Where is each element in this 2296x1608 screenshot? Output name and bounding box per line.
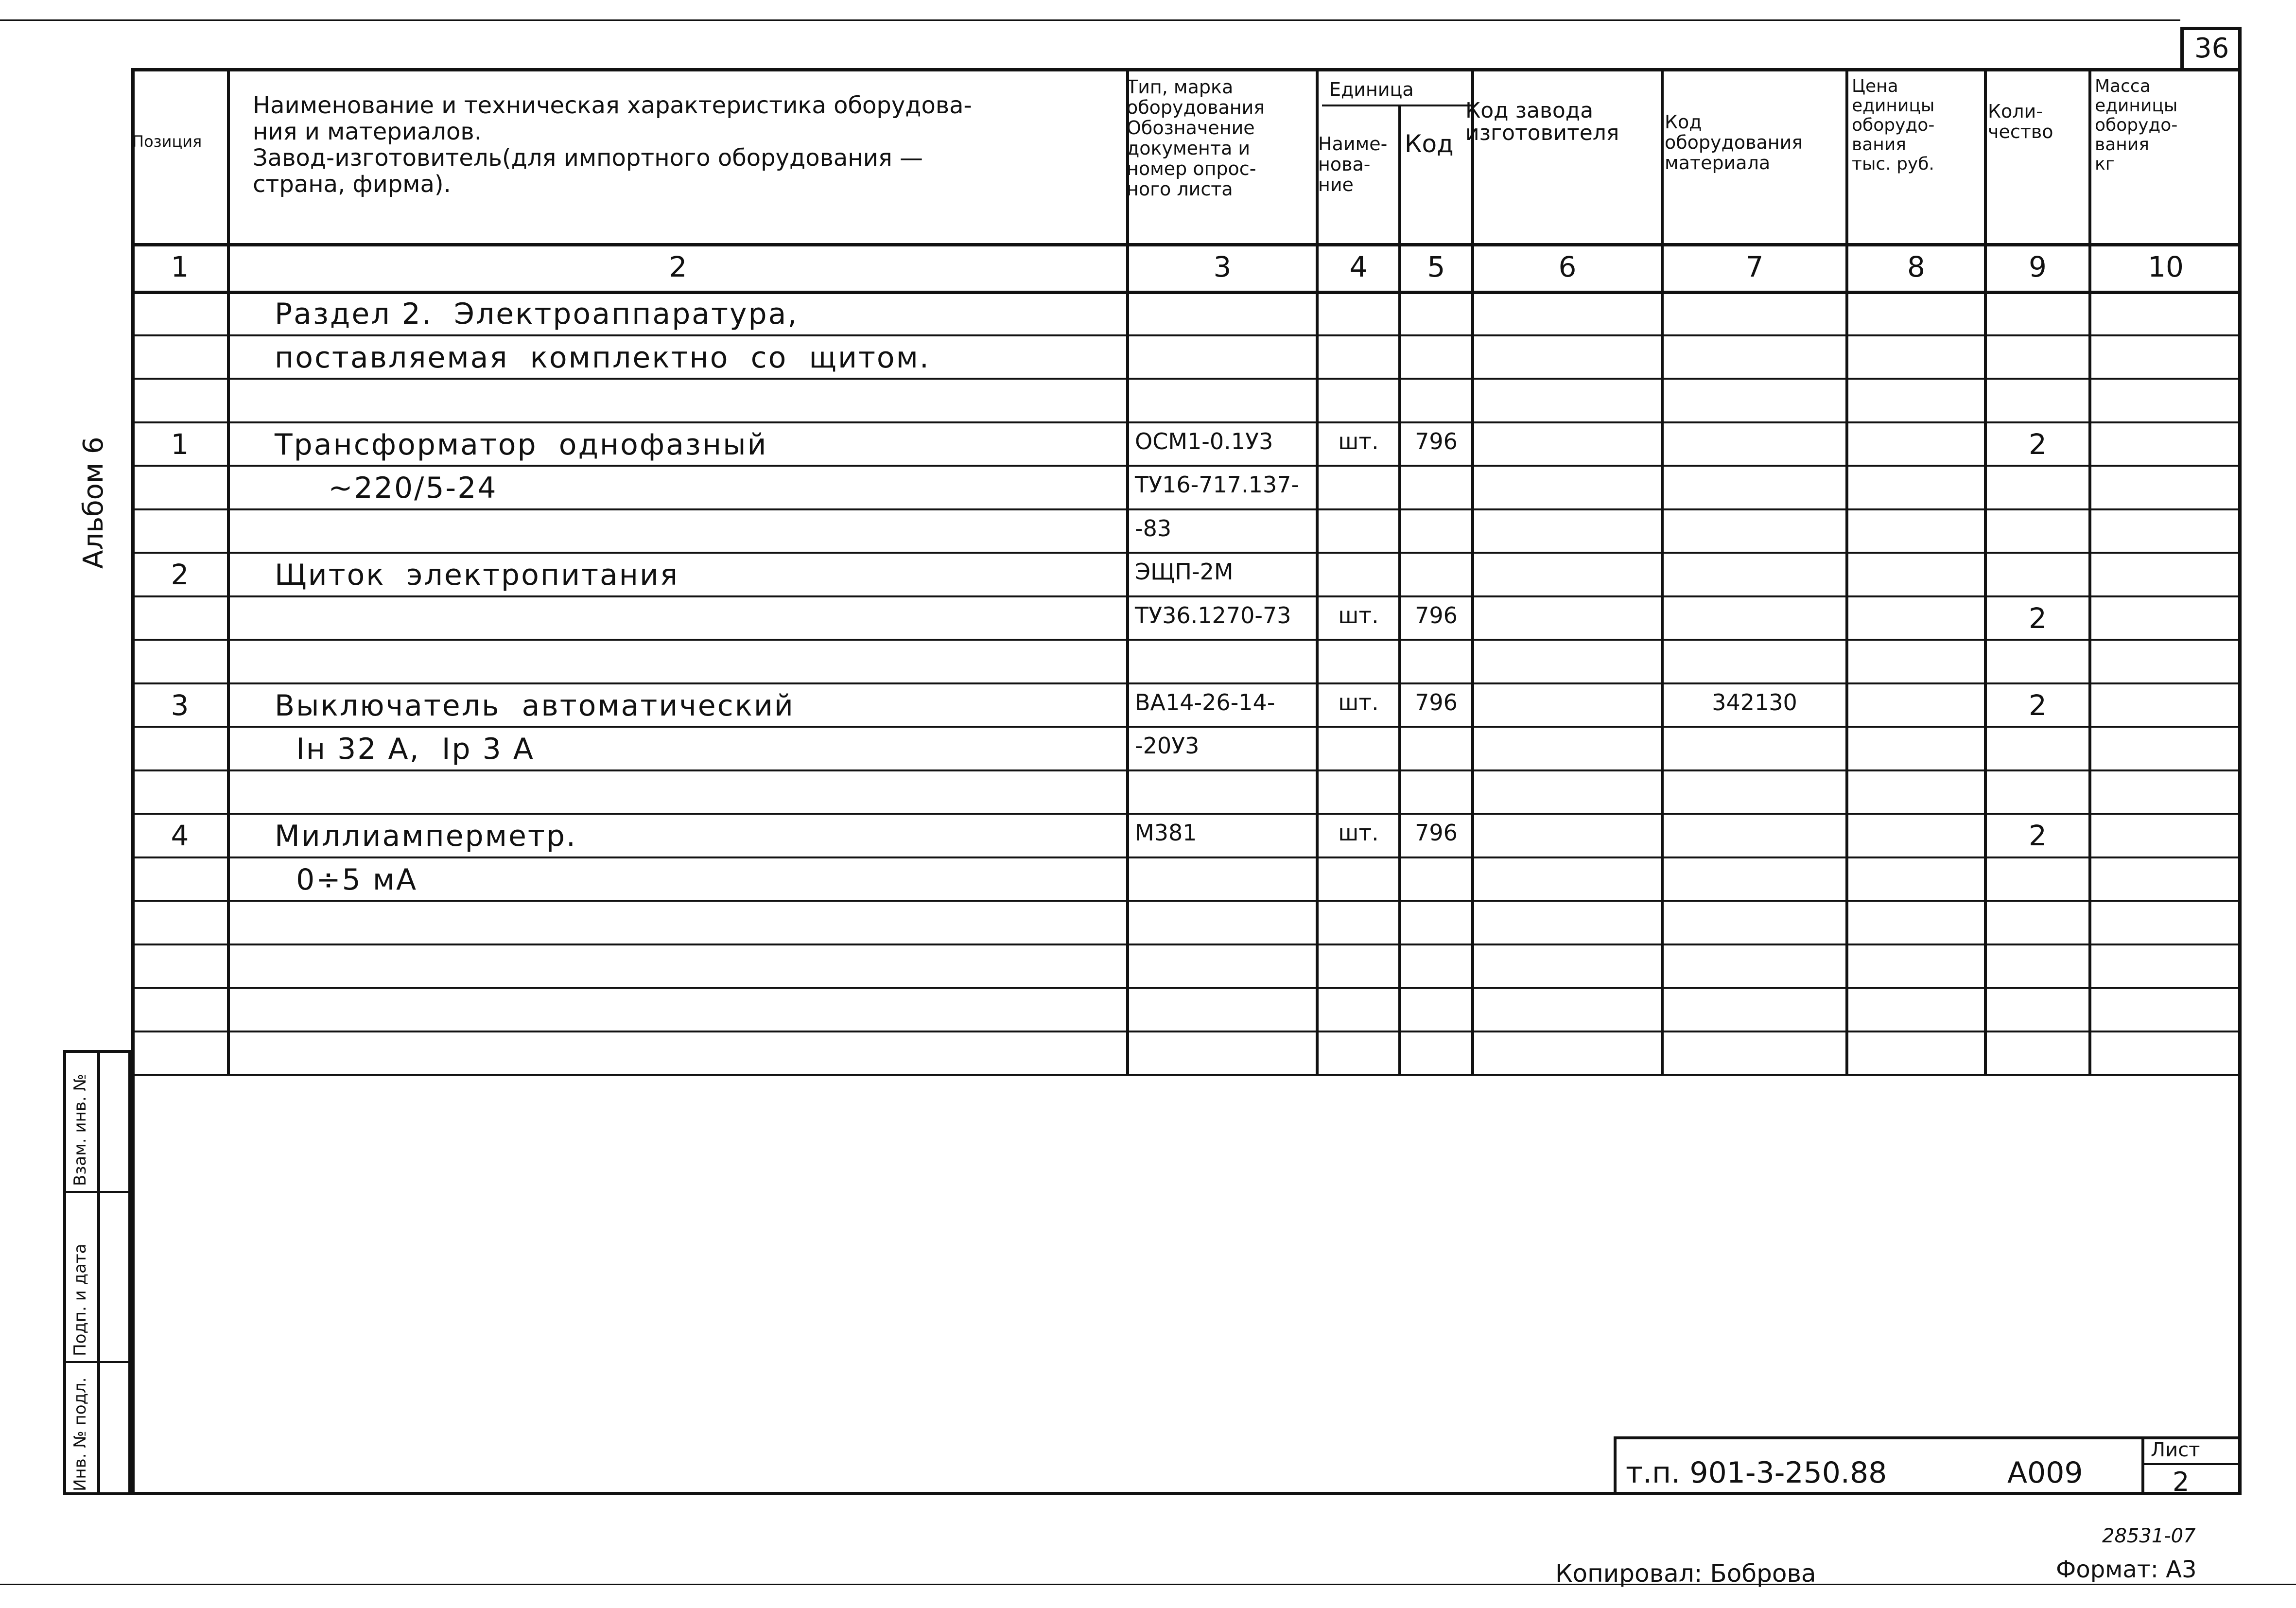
row-line <box>131 508 2242 510</box>
cell-type: ТУ16-717.137- <box>1135 472 1300 498</box>
column-number: 1 <box>171 250 189 283</box>
colnum-bottom-line <box>131 291 2242 294</box>
side-stamp-inv: Инв. № подл. <box>70 1377 90 1491</box>
cell-unit: шт. <box>1338 820 1379 846</box>
header-equipment-code: Код оборудования материала <box>1665 111 1803 174</box>
side-stamp-replace: Взам. инв. № <box>70 1074 90 1186</box>
column-number: 5 <box>1427 250 1445 283</box>
header-price: Цена единицы оборудо- вания тыс. руб. <box>1852 76 1935 174</box>
cell-name: Выключатель автоматический <box>275 688 795 723</box>
column-number: 10 <box>2148 250 2184 283</box>
cell-name: 0÷5 мА <box>275 862 418 897</box>
side-stamp-divider <box>97 1050 100 1495</box>
side-stamp-line <box>63 1191 131 1193</box>
row-line <box>131 813 2242 815</box>
column-divider <box>1661 68 1664 1074</box>
column-number: 4 <box>1349 250 1368 283</box>
cell-name: Миллиамперметр. <box>275 819 577 853</box>
cell-position: 1 <box>171 427 189 461</box>
cell-name: Щиток электропитания <box>275 558 679 592</box>
row-line <box>131 378 2242 380</box>
side-stamp-line <box>63 1361 131 1363</box>
cell-quantity: 2 <box>2029 688 2047 722</box>
header-quantity: Коли- чество <box>1988 101 2053 142</box>
cell-name: Трансформатор однофазный <box>275 427 768 462</box>
cell-equipment-code: 342130 <box>1712 689 1797 716</box>
header-unit-group: Единица <box>1329 79 1414 100</box>
cell-unit: шт. <box>1338 602 1379 629</box>
cell-type: -20У3 <box>1135 733 1200 759</box>
stamp-divider <box>2141 1436 2144 1495</box>
column-number: 3 <box>1213 250 1232 283</box>
cell-code: 796 <box>1415 602 1458 629</box>
cell-position: 3 <box>171 688 189 722</box>
stamp-sheet-code: А009 <box>2007 1456 2083 1490</box>
cell-code: 796 <box>1415 820 1458 846</box>
column-divider <box>2088 68 2091 1074</box>
row-line <box>131 987 2242 989</box>
cell-type: ОСМ1-0.1У3 <box>1135 428 1273 454</box>
cell-position: 2 <box>171 558 189 591</box>
stamp-sheet-label: Лист <box>2151 1439 2200 1461</box>
row-line <box>131 334 2242 336</box>
cell-name: ~220/5-24 <box>275 471 498 505</box>
column-divider <box>1398 105 1401 1074</box>
cell-type: М381 <box>1135 820 1197 846</box>
cell-type: ТУ36.1270-73 <box>1135 602 1291 629</box>
cell-code: 796 <box>1415 689 1458 716</box>
column-number: 2 <box>669 250 687 283</box>
row-line <box>131 900 2242 902</box>
album-label: Альбом 6 <box>78 437 109 569</box>
stamp-sheet-number: 2 <box>2173 1467 2190 1497</box>
stamp-doc-number: т.п. 901-3-250.88 <box>1626 1456 1887 1490</box>
footer-order-number: 28531-07 <box>2102 1525 2196 1547</box>
header-type: Тип, марка оборудования Обозначение документа и номер опрос- ного листа <box>1127 76 1265 200</box>
unit-group-line <box>1322 105 1473 106</box>
row-line <box>131 726 2242 728</box>
header-unit-code: Код <box>1405 130 1454 158</box>
cell-type: ВА14-26-14- <box>1135 689 1275 716</box>
row-line <box>131 682 2242 684</box>
footer-format: Формат: А3 <box>2056 1556 2197 1583</box>
column-number: 7 <box>1745 250 1764 283</box>
row-line <box>131 465 2242 467</box>
column-divider <box>1126 68 1129 1074</box>
header-position: Позиция <box>132 132 202 151</box>
column-number: 9 <box>2029 250 2047 283</box>
row-line <box>131 944 2242 945</box>
stamp-sheet-line <box>2141 1463 2242 1465</box>
cell-unit: шт. <box>1338 428 1379 454</box>
header-unit-name: Наиме- нова- ние <box>1318 133 1388 195</box>
cell-name: Iн 32 А, Iр 3 А <box>275 732 535 766</box>
row-line <box>131 639 2242 641</box>
sheet-top-number: 36 <box>2194 33 2229 64</box>
column-divider <box>1845 68 1848 1074</box>
side-stamp-sign: Подп. и дата <box>70 1243 90 1356</box>
row-line <box>131 1074 2242 1076</box>
cell-code: 796 <box>1415 428 1458 454</box>
row-line <box>131 1031 2242 1032</box>
column-divider <box>1471 68 1474 1074</box>
column-divider <box>1316 68 1319 1074</box>
cell-name: поставляемая комплектно со щитом. <box>275 340 930 375</box>
cell-position: 4 <box>171 819 189 852</box>
row-line <box>131 769 2242 771</box>
row-line <box>131 552 2242 554</box>
header-name: Наименование и техническая характеристика оборудова- ния и материалов. Завод-изготовитель(для импортного оборудования — страна, фирма). <box>253 92 972 198</box>
cell-type: -83 <box>1135 515 1172 542</box>
cell-quantity: 2 <box>2029 819 2047 852</box>
column-number: 6 <box>1558 250 1577 283</box>
header-mass: Масса единицы оборудо- вания кг <box>2095 76 2178 174</box>
footer-rule <box>0 1584 2296 1585</box>
cell-name: Раздел 2. Электроаппаратура, <box>275 297 799 331</box>
row-line <box>131 856 2242 858</box>
row-line <box>131 421 2242 423</box>
header-plant-code: Код завода изготовителя <box>1465 98 1619 145</box>
row-line <box>131 595 2242 597</box>
column-number: 8 <box>1907 250 1925 283</box>
footer-copied-by: Копировал: Боброва <box>1555 1559 1816 1588</box>
header-bottom-line <box>131 243 2242 246</box>
cell-type: ЭЩП-2М <box>1135 559 1234 585</box>
top-rule <box>0 19 2180 21</box>
column-divider <box>1984 68 1987 1074</box>
cell-quantity: 2 <box>2029 601 2047 635</box>
cell-unit: шт. <box>1338 689 1379 716</box>
cell-quantity: 2 <box>2029 427 2047 461</box>
